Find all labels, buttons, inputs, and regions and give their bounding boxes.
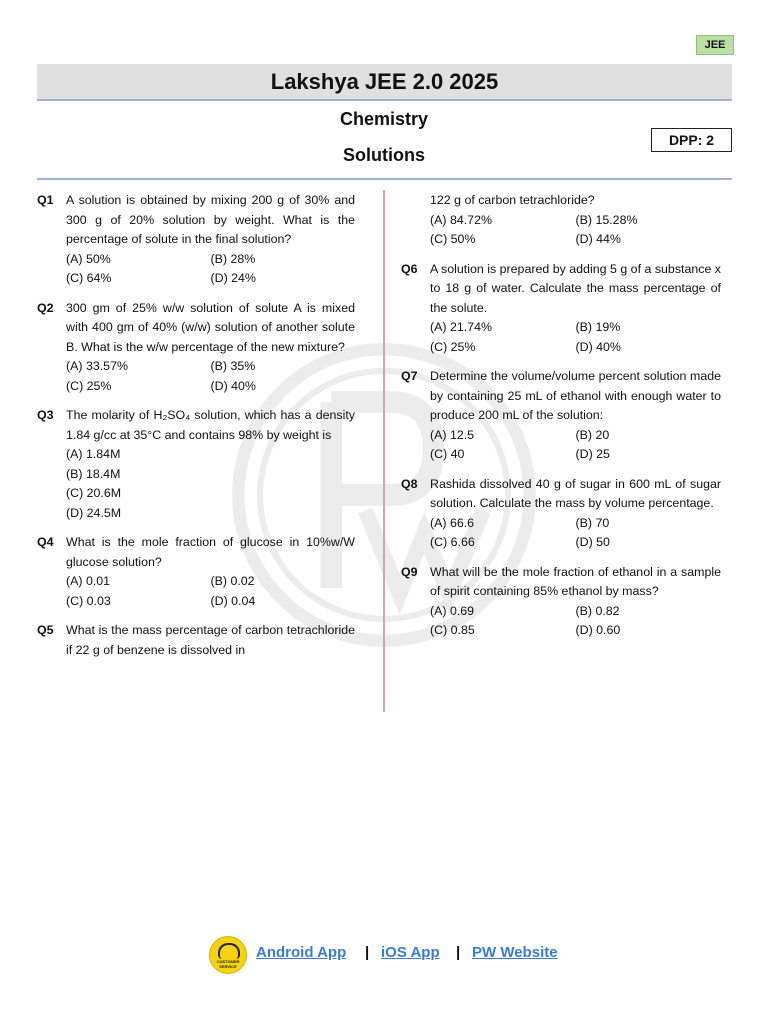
- answer-option: (B) 18.4M: [66, 466, 121, 481]
- page-title: Lakshya JEE 2.0 2025: [37, 64, 732, 101]
- answer-option: (B) 15.28%: [575, 212, 638, 227]
- options-grid: [66, 357, 355, 396]
- question-text: Determine the volume/volume percent solution made by containing 25 mL of ethanol with enough water to produce 200 mL of the solution:: [430, 369, 721, 422]
- footer-separator: |: [365, 944, 370, 961]
- answer-option: (B) 35%: [210, 359, 256, 373]
- column-divider: [383, 190, 385, 712]
- answer-option: (C) 25%: [66, 378, 112, 393]
- pw-website-link[interactable]: PW Website: [472, 944, 558, 961]
- answer-option: (A) 33.57%: [66, 359, 128, 373]
- answer-option: (C) 50%: [430, 232, 476, 246]
- options-grid: [66, 445, 355, 523]
- answer-option: (A) 50%: [66, 251, 111, 266]
- footer-separator: |: [456, 944, 461, 961]
- options-grid: [430, 426, 721, 465]
- answer-option: (C) 0.85: [430, 623, 475, 637]
- question-item: [37, 406, 355, 523]
- question-text: 122 g of carbon tetrachloride?: [430, 193, 595, 207]
- question-number: Q7: [401, 369, 418, 383]
- answer-option: (A) 1.84M: [66, 447, 121, 461]
- answer-option: (C) 0.03: [66, 593, 111, 608]
- subject-heading: Chemistry: [339, 109, 429, 129]
- question-item: [430, 191, 721, 250]
- question-item: [401, 367, 721, 465]
- right-column: [401, 191, 721, 651]
- header-divider: [37, 178, 732, 180]
- question-item: [401, 563, 721, 641]
- options-grid: [430, 602, 721, 641]
- question-number: Q4: [37, 535, 54, 549]
- question-number: Q1: [37, 193, 54, 207]
- options-grid: [66, 250, 355, 289]
- left-column: [37, 191, 355, 670]
- options-grid: [66, 572, 355, 611]
- answer-option: (D) 24.5M: [66, 505, 122, 520]
- exam-badge: JEE: [696, 35, 734, 55]
- question-number: Q9: [401, 564, 418, 579]
- answer-option: (B) 20: [575, 427, 610, 442]
- answer-option: (C) 64%: [66, 271, 112, 285]
- answer-option: (D) 24%: [210, 271, 256, 285]
- question-number: Q3: [37, 408, 54, 422]
- question-number: Q8: [401, 476, 418, 491]
- answer-option: (C) 20.6M: [66, 486, 122, 500]
- answer-option: (B) 28%: [210, 251, 256, 266]
- answer-option: (B) 70: [575, 515, 610, 530]
- question-item: [37, 299, 355, 397]
- question-text: What will be the mole fraction of ethanol in a sample of spirit containing 85% ethanol by mass?: [430, 564, 721, 598]
- answer-option: (B) 0.82: [575, 603, 620, 618]
- question-item: [37, 191, 355, 289]
- question-number: Q2: [37, 300, 54, 315]
- question-text: The molarity of H₂SO₄ solution, which has a density 1.84 g/cc at 35°C and contains 98% by weight is: [66, 408, 355, 442]
- answer-option: (A) 0.01: [66, 574, 111, 588]
- answer-option: (A) 0.69: [430, 603, 475, 618]
- answer-option: (D) 44%: [575, 232, 621, 246]
- answer-option: (D) 40%: [575, 339, 621, 354]
- question-text: What is the mass percentage of carbon tetrachloride if 22 g of benzene is dissolved in: [66, 623, 355, 657]
- options-grid: [430, 514, 721, 553]
- answer-option: (D) 25: [575, 447, 610, 461]
- answer-option: (C) 40: [430, 447, 465, 461]
- answer-option: (A) 12.5: [430, 427, 475, 442]
- question-item: [401, 475, 721, 553]
- answer-option: (A) 21.74%: [430, 320, 492, 334]
- answer-option: (C) 25%: [430, 339, 476, 354]
- question-item: [37, 621, 355, 660]
- question-item: [37, 533, 355, 611]
- dpp-label: DPP: 2: [651, 128, 732, 152]
- options-grid: [430, 211, 721, 250]
- answer-option: (C) 6.66: [430, 535, 475, 549]
- answer-option: (D) 0.60: [575, 623, 621, 637]
- question-text: A solution is prepared by adding 5 g of a substance x to 18 g of water. Calculate the mass percentage of the solute.: [430, 261, 721, 315]
- customer-service-logo-icon[interactable]: CUSTOMER SERVICE: [209, 936, 247, 974]
- answer-option: (B) 19%: [575, 320, 621, 334]
- answer-option: (A) 66.6: [430, 515, 475, 530]
- question-text: 300 gm of 25% w/w solution of solute A is mixed with 400 gm of 40% (w/w) solution of another solute B. What is the w/w percentage of the new mixture?: [66, 300, 355, 354]
- ios-app-link[interactable]: iOS App: [381, 944, 440, 961]
- question-number: Q6: [401, 261, 418, 276]
- android-app-link[interactable]: Android App: [256, 944, 347, 961]
- question-number: Q5: [37, 623, 54, 637]
- question-text: A solution is obtained by mixing 200 g of 30% and 300 g of 20% solution by weight. What is the percentage of solute in the final solution?: [66, 193, 355, 246]
- question-continuation: [401, 191, 721, 250]
- answer-option: (D) 0.04: [210, 593, 256, 608]
- question-text: What is the mole fraction of glucose in 10%w/W glucose solution?: [66, 535, 355, 569]
- answer-option: (A) 84.72%: [430, 212, 492, 227]
- answer-option: (D) 40%: [210, 378, 256, 393]
- topic-heading: Solutions: [343, 145, 425, 165]
- question-text: Rashida dissolved 40 g of sugar in 600 mL of sugar solution. Calculate the mass by volume percentage.: [430, 476, 721, 510]
- answer-option: (B) 0.02: [210, 574, 255, 588]
- answer-option: (D) 50: [575, 535, 610, 549]
- question-item: [401, 260, 721, 358]
- options-grid: [430, 318, 721, 357]
